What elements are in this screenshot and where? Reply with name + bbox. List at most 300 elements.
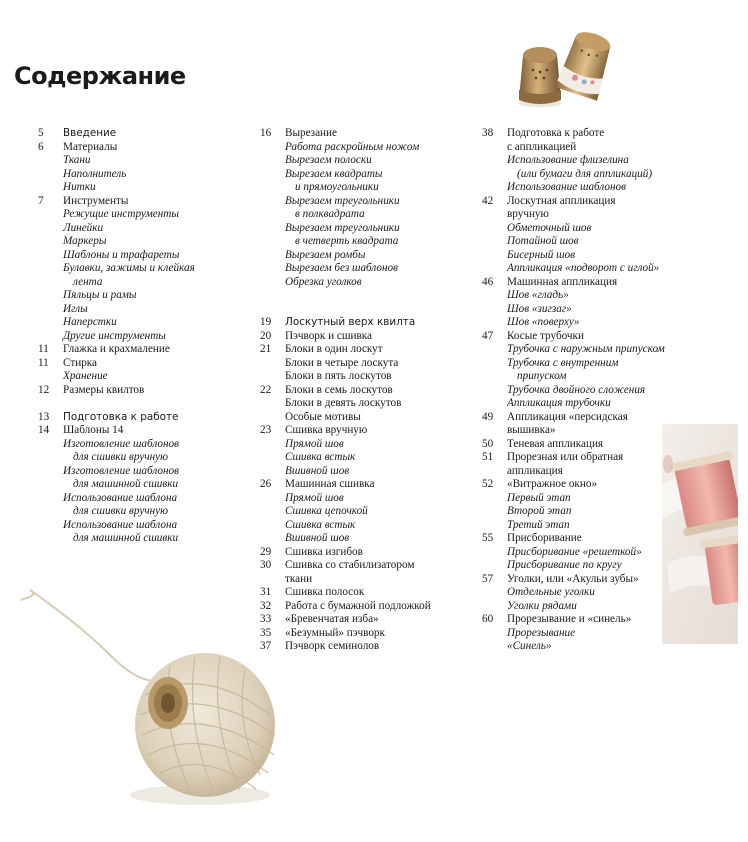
- toc-entry-title: Работа раскройным ножом: [285, 140, 420, 153]
- toc-entry: [260, 424, 460, 438]
- toc-entry: [38, 424, 228, 438]
- toc-page-number: 14: [38, 424, 50, 436]
- toc-entry-title: Блоки в один лоскут: [285, 343, 383, 355]
- toc-page-number: 46: [482, 275, 494, 288]
- toc-entry-title: Вшивной шов: [285, 532, 350, 544]
- thread-spools-photo: [662, 424, 738, 644]
- toc-entry: [260, 573, 460, 587]
- toc-page-number: 6: [38, 140, 44, 153]
- toc-page-number: 60: [482, 613, 494, 625]
- toc-entry-title: Вырезаем треугольники: [285, 194, 400, 207]
- toc-page-number: [38, 249, 63, 263]
- toc-entry-title: Косые трубочки: [507, 329, 584, 342]
- toc-page-number: [260, 451, 285, 465]
- toc-entry-title: Трубочка с наружным припуском: [507, 343, 665, 355]
- toc-page-number: [482, 505, 507, 519]
- toc-page-number: [260, 154, 285, 168]
- toc-entry-title: Линейки: [63, 221, 104, 234]
- toc-entry: [38, 222, 228, 236]
- toc-entry: [38, 289, 228, 303]
- toc-entry-title: Другие инструменты: [63, 329, 166, 342]
- toc-entry: [260, 505, 460, 519]
- toc-page-number: [260, 181, 285, 195]
- toc-column-2: [260, 127, 460, 654]
- toc-entry-title: Изготовление шаблонов: [63, 464, 179, 477]
- toc-page-number: [38, 316, 63, 330]
- toc-page-number: [38, 168, 63, 182]
- toc-page-number: 19: [260, 316, 272, 328]
- toc-page-number: 31: [260, 586, 272, 598]
- toc-entry-title: Третий этап: [507, 518, 570, 531]
- toc-entry: [260, 465, 460, 479]
- toc-page-number: [260, 249, 285, 263]
- toc-page-number: [482, 586, 507, 600]
- toc-entry: [482, 195, 660, 209]
- toc-page-number: [260, 411, 285, 425]
- toc-entry: [260, 546, 460, 560]
- toc-page-number: 26: [260, 478, 272, 490]
- toc-page-number: [38, 330, 63, 344]
- toc-entry-title: Шаблоны 14: [63, 424, 124, 436]
- toc-entry-title: Присборивание по кругу: [507, 559, 622, 571]
- toc-entry: [260, 397, 460, 411]
- toc-spacer: [260, 303, 460, 317]
- toc-entry-title: для машинной сшивки: [73, 532, 179, 544]
- toc-entry-title: Трубочка с внутренним: [507, 356, 619, 369]
- toc-entry: [482, 532, 660, 546]
- toc-page-number: 32: [260, 599, 272, 612]
- toc-entry-title: Машинная сшивка: [285, 478, 375, 490]
- toc-page-number: 55: [482, 532, 494, 544]
- toc-page-number: [482, 424, 507, 438]
- toc-entry-title: Ткани: [63, 154, 91, 166]
- toc-column-3: [482, 127, 665, 654]
- toc-entry: [482, 316, 660, 330]
- toc-entry: [260, 141, 460, 155]
- toc-entry-title: Сшивка цепочкой: [285, 505, 368, 517]
- toc-page-number: [38, 222, 63, 236]
- toc-entry: [38, 370, 228, 384]
- toc-page-number: 5: [38, 127, 44, 139]
- toc-page-number: 51: [482, 451, 494, 463]
- toc-page-number: 49: [482, 410, 494, 423]
- toc-page-number: [260, 235, 285, 249]
- toc-entry-title: вышивка»: [507, 424, 556, 436]
- toc-entry: [482, 208, 660, 222]
- toc-entry: [482, 573, 660, 587]
- toc-entry-title: Обрезка уголков: [285, 275, 362, 288]
- toc-page-number: [38, 370, 63, 384]
- toc-entry-title: Блоки в пять лоскутов: [285, 370, 392, 382]
- toc-entry: [260, 627, 460, 641]
- toc-entry-title: Прямой шов: [285, 437, 344, 450]
- toc-entry-title: «Витражное окно»: [507, 478, 598, 490]
- toc-page-number: [38, 303, 63, 317]
- toc-entry: [482, 559, 660, 573]
- toc-entry: [38, 343, 228, 357]
- toc-entry: [482, 465, 660, 479]
- toc-entry-title: Вырезаем полоски: [285, 154, 372, 166]
- toc-page-number: [482, 627, 507, 641]
- toc-entry: [38, 438, 228, 452]
- toc-page-number: [482, 181, 507, 195]
- toc-entry: [482, 276, 660, 290]
- toc-page-number: [482, 208, 507, 222]
- toc-entry-title: Блоки в девять лоскутов: [285, 397, 402, 409]
- toc-entry: [260, 640, 460, 654]
- toc-page-number: 38: [482, 127, 494, 139]
- toc-entry: [260, 370, 460, 384]
- toc-entry: [482, 600, 660, 614]
- toc-entry-title: Сшивка встык: [285, 451, 356, 463]
- toc-entry: [482, 411, 660, 425]
- toc-page-number: [260, 141, 285, 155]
- toc-page-number: [38, 438, 63, 452]
- toc-page-number: [260, 573, 285, 587]
- toc-entry-title: Шов «поверху»: [507, 316, 580, 328]
- toc-page-number: [260, 397, 285, 411]
- toc-page-number: [260, 465, 285, 479]
- toc-entry-title: Наполнитель: [63, 167, 127, 180]
- toc-entry: [260, 262, 460, 276]
- toc-entry: [38, 154, 228, 168]
- toc-entry: [38, 316, 228, 330]
- toc-entry: [260, 154, 460, 168]
- toc-entry-title: Лоскутная аппликация: [507, 194, 616, 207]
- toc-entry: [260, 586, 460, 600]
- toc-entry: [482, 492, 660, 506]
- toc-page-number: 12: [38, 383, 50, 396]
- toc-entry: [260, 316, 460, 330]
- toc-entry: [260, 357, 460, 371]
- toc-entry: [482, 613, 660, 627]
- toc-entry-title: Теневая аппликация: [507, 437, 604, 450]
- toc-entry-title: Вырезаем ромбы: [285, 248, 366, 261]
- toc-page-number: [260, 438, 285, 452]
- toc-page-number: [38, 465, 63, 479]
- toc-entry: [260, 208, 460, 222]
- toc-entry: [38, 465, 228, 479]
- toc-entry: [260, 600, 460, 614]
- toc-entry-title: Аппликация трубочки: [507, 397, 611, 409]
- toc-entry: [260, 411, 460, 425]
- toc-entry: [482, 519, 660, 533]
- toc-entry-title: Наперстки: [63, 316, 117, 328]
- toc-entry: [482, 303, 660, 317]
- toc-entry: [482, 586, 660, 600]
- toc-entry-title: Вырезание: [285, 127, 337, 139]
- toc-entry: [260, 168, 460, 182]
- toc-page-number: [38, 262, 63, 276]
- toc-entry-title: Изготовление шаблонов: [63, 437, 179, 450]
- toc-entry-title: Использование флизелина: [507, 154, 629, 166]
- toc-entry-title: Вшивной шов: [285, 464, 350, 477]
- toc-page-number: 13: [38, 410, 50, 423]
- toc-entry: [260, 249, 460, 263]
- toc-entry: [482, 451, 660, 465]
- toc-entry: [260, 532, 460, 546]
- toc-entry: [38, 330, 228, 344]
- toc-entry: [260, 222, 460, 236]
- toc-entry-title: Пэчворк и сшивка: [285, 329, 372, 342]
- toc-page-number: [482, 397, 507, 411]
- toc-page-number: [482, 235, 507, 249]
- toc-page-number: [38, 478, 63, 492]
- toc-entry-title: Лоскутный верх квилта: [285, 316, 416, 328]
- toc-entry-title: лента: [73, 275, 103, 288]
- toc-entry: [482, 640, 660, 654]
- toc-entry-title: Материалы: [63, 140, 118, 153]
- toc-entry-title: Шов «гладь»: [507, 289, 569, 301]
- toc-spacer: [38, 397, 228, 411]
- toc-spacer: [260, 289, 460, 303]
- toc-entry: [38, 505, 228, 519]
- toc-entry: [38, 249, 228, 263]
- toc-entry: [38, 478, 228, 492]
- toc-page-number: [38, 289, 63, 303]
- toc-entry-title: Сшивка изгибов: [285, 545, 363, 558]
- toc-entry-title: с аппликацией: [507, 140, 577, 153]
- toc-page-number: [38, 492, 63, 506]
- toc-entry-title: Маркеры: [63, 235, 107, 247]
- toc-entry: [482, 141, 660, 155]
- toc-entry-title: припуском: [517, 370, 567, 382]
- toc-entry: [482, 384, 660, 398]
- toc-entry-title: «Безумный» пэчворк: [285, 626, 385, 639]
- toc-page-number: 11: [38, 343, 49, 355]
- toc-entry: [482, 370, 660, 384]
- toc-entry-title: Второй этап: [507, 505, 572, 517]
- toc-page-number: 57: [482, 572, 494, 585]
- toc-entry-title: Отдельные уголки: [507, 586, 595, 598]
- toc-entry: [38, 127, 228, 141]
- toc-page-number: [482, 546, 507, 560]
- toc-entry-title: Уголки, или «Акульи зубы»: [507, 572, 639, 585]
- toc-entry-title: Использование шаблона: [63, 518, 178, 531]
- toc-entry-title: в четверть квадрата: [295, 235, 399, 247]
- toc-entry: [482, 424, 660, 438]
- toc-entry: [482, 343, 665, 357]
- toc-entry-title: Использование шаблонов: [507, 181, 627, 193]
- toc-entry-title: Блоки в семь лоскутов: [285, 383, 393, 396]
- toc-column-1: [38, 127, 228, 546]
- toc-entry: [38, 519, 228, 533]
- yarn-ball-photo: [20, 585, 290, 815]
- toc-entry: [260, 613, 460, 627]
- toc-page-number: [260, 168, 285, 182]
- toc-entry: [482, 127, 660, 141]
- toc-page-number: [482, 384, 507, 398]
- toc-entry: [482, 222, 660, 236]
- toc-entry: [260, 343, 460, 357]
- toc-entry-title: Вырезаем без шаблонов: [285, 262, 399, 274]
- toc-entry-title: для машинной сшивки: [73, 478, 179, 490]
- toc-entry: [38, 276, 228, 290]
- toc-entry: [482, 262, 660, 276]
- toc-entry-title: Сшивка полосок: [285, 586, 365, 598]
- toc-entry: [482, 235, 660, 249]
- toc-entry-title: и прямоугольники: [295, 181, 379, 193]
- toc-entry-title: Потайной шов: [507, 235, 579, 247]
- toc-entry-title: Сшивка встык: [285, 518, 356, 531]
- toc-page-number: [260, 357, 285, 371]
- toc-entry: [38, 195, 228, 209]
- toc-entry-title: Присборивание: [507, 532, 582, 544]
- toc-entry-title: для сшивки вручную: [73, 505, 169, 517]
- toc-page-number: [38, 235, 63, 249]
- toc-entry: [260, 478, 460, 492]
- toc-entry: [38, 181, 228, 195]
- toc-entry: [38, 451, 228, 465]
- thimbles-photo: [505, 10, 620, 110]
- toc-entry-title: Уголки рядами: [507, 599, 577, 612]
- toc-entry-title: ткани: [285, 572, 313, 585]
- toc-entry-title: в полквадрата: [295, 208, 365, 220]
- toc-entry: [38, 141, 228, 155]
- toc-page-number: 16: [260, 127, 272, 139]
- toc-page-number: [482, 262, 507, 276]
- toc-entry: [38, 208, 228, 222]
- toc-page-number: [38, 505, 63, 519]
- toc-entry-title: Инструменты: [63, 194, 129, 207]
- toc-entry: [260, 384, 460, 398]
- toc-entry-title: Особые мотивы: [285, 410, 361, 423]
- toc-entry-title: Подготовка к работе: [507, 127, 605, 139]
- toc-entry-title: Пэчворк семинолов: [285, 640, 380, 652]
- toc-entry-title: Вырезаем квадраты: [285, 167, 383, 180]
- toc-page-number: [482, 249, 507, 263]
- toc-page-number: 30: [260, 559, 272, 571]
- toc-page-number: [38, 208, 63, 222]
- toc-entry-title: Шов «зигзаг»: [507, 302, 572, 315]
- toc-page-number: [482, 154, 507, 168]
- toc-entry: [482, 546, 660, 560]
- toc-entry: [260, 195, 460, 209]
- toc-entry-title: Сшивка со стабилизатором: [285, 559, 415, 571]
- toc-entry: [38, 357, 228, 371]
- toc-entry-title: вручную: [507, 208, 549, 220]
- toc-page-number: [260, 532, 285, 546]
- toc-page-number: 23: [260, 424, 272, 436]
- toc-entry: [482, 438, 660, 452]
- toc-page-number: 52: [482, 478, 494, 490]
- toc-entry-title: Машинная аппликация: [507, 275, 618, 288]
- toc-entry-title: (или бумаги для аппликаций): [517, 167, 653, 180]
- toc-entry: [482, 627, 660, 641]
- toc-page-number: [482, 316, 507, 330]
- toc-entry: [38, 235, 228, 249]
- toc-page-number: 42: [482, 194, 494, 207]
- toc-entry-title: «Бревенчатая изба»: [285, 613, 379, 625]
- toc-entry: [260, 438, 460, 452]
- toc-entry: [38, 411, 228, 425]
- toc-entry: [38, 168, 228, 182]
- toc-page-number: [482, 492, 507, 506]
- toc-page-number: [482, 168, 507, 182]
- toc-entry: [38, 303, 228, 317]
- toc-entry-title: Иглы: [63, 302, 88, 315]
- toc-entry-title: Вырезаем треугольники: [285, 221, 400, 234]
- toc-entry: [482, 478, 660, 492]
- toc-entry: [482, 289, 660, 303]
- toc-entry-title: Обметочный шов: [507, 221, 592, 234]
- toc-page-number: [38, 519, 63, 533]
- toc-page-number: [38, 154, 63, 168]
- toc-page-number: 50: [482, 437, 494, 450]
- toc-page-number: [482, 222, 507, 236]
- toc-entry-title: Прямой шов: [285, 491, 344, 504]
- toc-entry-title: Глажка и крахмаление: [63, 343, 170, 355]
- toc-page-number: 35: [260, 626, 272, 639]
- toc-entry-title: Трубочка двойного сложения: [507, 383, 646, 396]
- toc-entry-title: Сшивка вручную: [285, 424, 368, 436]
- toc-page-number: [260, 262, 285, 276]
- toc-page-number: [38, 181, 63, 195]
- toc-entry-title: для сшивки вручную: [73, 451, 169, 463]
- toc-entry: [260, 235, 460, 249]
- toc-page-number: 22: [260, 383, 272, 396]
- toc-entry-title: Хранение: [63, 370, 108, 382]
- page-title: Содержание: [14, 62, 186, 90]
- toc-page-number: [260, 195, 285, 209]
- toc-entry: [260, 492, 460, 506]
- toc-entry-title: Первый этап: [507, 491, 571, 504]
- toc-entry-title: Аппликация «подворот с иглой»: [507, 262, 660, 274]
- toc-entry: [260, 451, 460, 465]
- toc-entry-title: Введение: [63, 127, 117, 139]
- toc-page-number: [260, 505, 285, 519]
- toc-entry: [260, 330, 460, 344]
- toc-page-number: [482, 289, 507, 303]
- toc-entry: [260, 276, 460, 290]
- toc-entry-title: Стирка: [63, 356, 98, 369]
- toc-entry: [482, 249, 660, 263]
- toc-entry-title: Аппликация «персидская: [507, 410, 628, 423]
- toc-entry-title: Прорезывание: [507, 626, 576, 639]
- toc-page-number: [260, 208, 285, 222]
- toc-entry-title: Шаблоны и трафареты: [63, 248, 180, 261]
- toc-entry: [260, 181, 460, 195]
- toc-page-number: [260, 519, 285, 533]
- toc-entry-title: Размеры квилтов: [63, 383, 145, 396]
- toc-entry-title: Нитки: [63, 181, 96, 193]
- toc-page-number: [260, 370, 285, 384]
- toc-entry-title: Булавки, зажимы и клейкая: [63, 262, 195, 274]
- toc-page-number: [260, 492, 285, 506]
- toc-entry-title: Прорезная или обратная: [507, 451, 624, 463]
- toc-page-number: [482, 640, 507, 654]
- toc-entry: [482, 397, 660, 411]
- toc-entry-title: Присборивание «решеткой»: [507, 545, 642, 558]
- toc-entry-title: Пяльцы и рамы: [63, 289, 137, 301]
- toc-entry-title: Блоки в четыре лоскута: [285, 356, 399, 369]
- toc-entry: [260, 127, 460, 141]
- toc-entry: [482, 505, 660, 519]
- toc-page-number: [38, 532, 63, 546]
- toc-page-number: [482, 343, 507, 357]
- toc-page-number: 7: [38, 194, 44, 207]
- toc-entry: [482, 357, 660, 371]
- toc-page-number: [260, 276, 285, 290]
- toc-page-number: [482, 465, 507, 479]
- toc-page-number: [482, 303, 507, 317]
- toc-entry-title: Прорезывание и «синель»: [507, 613, 632, 625]
- toc-entry: [482, 181, 660, 195]
- toc-page-number: 21: [260, 343, 272, 355]
- toc-entry: [38, 384, 228, 398]
- toc-entry-title: Режущие инструменты: [63, 208, 179, 220]
- toc-entry: [260, 519, 460, 533]
